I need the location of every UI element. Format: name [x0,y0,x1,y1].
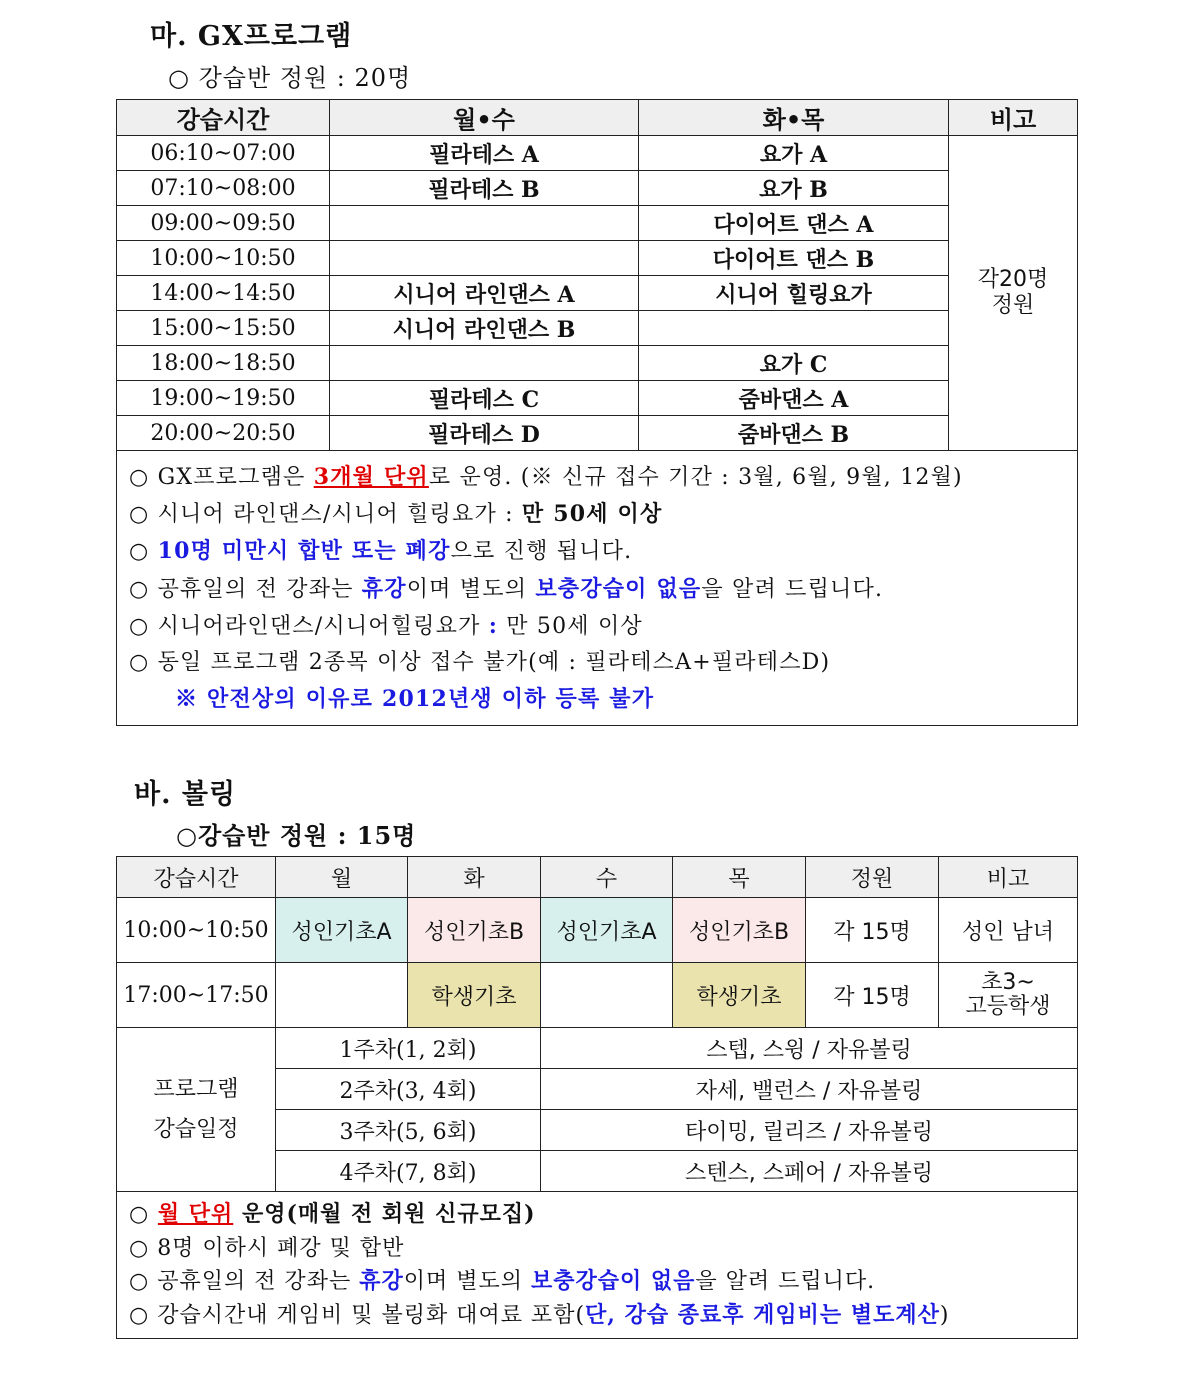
bowling-header-time: 강습시간 [117,857,276,898]
table-row [117,136,1078,171]
table-row [117,171,1078,206]
bowling-remark-line2: 고등학생 [965,994,1051,1019]
table-row [117,276,1078,311]
note-bullet: ○ [129,539,158,565]
gx-note-3 [129,533,1077,570]
note-highlight-blue: 보충강습이 없음 [535,575,702,602]
bowling-note-4 [129,1299,1077,1333]
note-text: 로 운영. (※ 신규 접수 기간 : 3월, 6월, 9월, 12월) [428,465,963,490]
gx-schedule-table [116,99,1078,726]
table-row [117,206,1078,241]
bowling-note-2: ○ 8명 이하시 폐강 및 합반 [129,1235,405,1261]
bowling-header-row [117,857,1078,898]
table-row [117,1028,1078,1069]
note-text: ○ 시니어라인댄스/시니어힐링요가 [129,613,489,639]
bowling-week-cell: 4주차(7, 8회) [276,1151,541,1192]
note-text: 운영(매월 전 회원 신규모집) [233,1201,536,1227]
bowling-capacity: ○강습반 정원 : 15명 [176,821,417,850]
gx-time-cell: 06:10~07:00 [117,136,330,171]
bowling-content-cell: 스텝, 스윙 / 자유볼링 [541,1028,1078,1069]
bowling-note-1 [129,1198,1077,1232]
note-bullet: ○ [129,1201,158,1227]
gx-time-cell: 20:00~20:50 [117,416,330,451]
note-highlight-red: 월 단위 [157,1201,234,1227]
note-text: 을 알려 드립니다. [701,576,884,602]
gx-remark-line1: 각20명 [977,267,1049,292]
note-text: ○ 공휴일의 전 강좌는 [129,576,362,602]
gx-note-4 [129,571,1077,608]
bowling-header-thu: 목 [673,857,806,898]
bowling-content-cell: 타이밍, 릴리즈 / 자유볼링 [541,1110,1078,1151]
bowling-class-cell: 성인기초A [276,898,408,963]
gx-time-cell: 07:10~08:00 [117,171,330,206]
bowling-notes [117,1192,1078,1339]
gx-header-row [117,100,1078,136]
note-highlight-bold: 만 50세 이상 [521,501,663,528]
note-highlight-blue: 휴강 [359,1268,404,1294]
bowling-schedule-label-line2: 강습일정 [153,1116,239,1142]
note-text: ○ 공휴일의 전 강좌는 [129,1269,360,1294]
table-row [117,416,1078,451]
bowling-section-heading: 바. 볼링 [134,779,237,810]
gx-tuethu-cell: 다이어트 댄스 A [639,206,949,241]
gx-notes [117,451,1078,726]
bowling-schedule-table [116,856,1078,1339]
bowling-class-cell: 학생기초 [673,963,806,1028]
note-text: ○ GX프로그램은 [129,465,314,490]
gx-capacity: ○ 강습반 정원 : 20명 [168,64,412,92]
note-highlight-blue: 단, 강습 종료후 게임비는 별도계산 [585,1301,940,1328]
note-highlight-red: 3개월 단위 [313,464,429,490]
bowling-remark-cell [939,963,1078,1028]
bowling-capacity-cell: 각 15명 [806,963,939,1028]
table-row [117,346,1078,381]
gx-time-cell: 18:00~18:50 [117,346,330,381]
gx-tuethu-cell: 시니어 힐링요가 [639,276,949,311]
gx-note-5 [129,608,1077,645]
gx-tuethu-cell: 다이어트 댄스 B [639,241,949,276]
table-row [117,963,1078,1028]
note-text: 이며 별도의 [406,576,536,602]
bowling-week-cell: 2주차(3, 4회) [276,1069,541,1110]
gx-monwed-cell: 필라테스 A [330,136,639,171]
bowling-week-cell: 1주차(1, 2회) [276,1028,541,1069]
gx-note-6: ○ 동일 프로그램 2종목 이상 접수 불가(예 : 필라테스A+필라테스D) [129,650,831,676]
gx-tuethu-cell: 요가 C [639,346,949,381]
bowling-class-cell: 성인기초B [673,898,806,963]
note-highlight-blue: 10명 미만시 합반 또는 폐강 [157,538,451,565]
gx-time-cell: 15:00~15:50 [117,311,330,346]
note-text: 이며 별도의 [403,1269,531,1294]
bowling-remark-cell: 성인 남녀 [939,898,1078,963]
bowling-header-tue: 화 [408,857,541,898]
bowling-notes-row [117,1192,1078,1339]
gx-notes-row [117,451,1078,726]
bowling-content-cell: 자세, 밸런스 / 자유볼링 [541,1069,1078,1110]
bowling-time-cell: 10:00~10:50 [117,898,276,963]
bowling-class-cell [276,963,408,1028]
gx-note-7: ※ 안전상의 이유로 2012년생 이하 등록 불가 [175,686,655,713]
gx-monwed-cell [330,206,639,241]
bowling-note-3 [129,1265,1077,1299]
gx-tuethu-cell: 줌바댄스 A [639,381,949,416]
gx-header-remark: 비고 [949,100,1078,136]
bowling-header-mon: 월 [276,857,408,898]
table-row [117,241,1078,276]
bowling-header-remark: 비고 [939,857,1078,898]
gx-time-cell: 10:00~10:50 [117,241,330,276]
note-highlight-blue: 보충강습이 없음 [530,1268,696,1294]
note-highlight-blue: 휴강 [361,575,407,602]
note-text: ) [939,1302,950,1328]
bowling-remark-line1: 초3~ [981,970,1035,995]
bowling-class-cell: 성인기초A [541,898,673,963]
bowling-capacity-cell: 각 15명 [806,898,939,963]
gx-header-monwed: 월•수 [330,100,639,136]
gx-section-heading: 마. GX프로그램 [150,21,353,52]
bowling-header-capacity: 정원 [806,857,939,898]
gx-time-cell: 14:00~14:50 [117,276,330,311]
gx-monwed-cell: 시니어 라인댄스 B [330,311,639,346]
note-text: ○ 강습시간내 게임비 및 볼링화 대여료 포함( [129,1302,586,1328]
note-text: 만 50세 이상 [498,613,643,639]
gx-monwed-cell [330,241,639,276]
gx-remark-line2: 정원 [991,293,1035,318]
gx-monwed-cell: 시니어 라인댄스 A [330,276,639,311]
bowling-schedule-label [117,1028,276,1192]
gx-monwed-cell: 필라테스 D [330,416,639,451]
bowling-class-cell: 학생기초 [408,963,541,1028]
bowling-week-cell: 3주차(5, 6회) [276,1110,541,1151]
gx-header-time: 강습시간 [117,100,330,136]
bowling-content-cell: 스텐스, 스페어 / 자유볼링 [541,1151,1078,1192]
bowling-class-cell: 성인기초B [408,898,541,963]
table-row [117,381,1078,416]
gx-tuethu-cell: 요가 A [639,136,949,171]
note-text: 으로 진행 됩니다. [450,539,633,565]
table-row [117,898,1078,963]
bowling-time-cell: 17:00~17:50 [117,963,276,1028]
bowling-header-wed: 수 [541,857,673,898]
gx-time-cell: 09:00~09:50 [117,206,330,241]
gx-tuethu-cell: 요가 B [639,171,949,206]
gx-tuethu-cell: 줌바댄스 B [639,416,949,451]
bowling-schedule-label-line1: 프로그램 [153,1076,239,1102]
gx-remark-cell [949,136,1078,451]
note-highlight-blue: : [488,612,499,639]
table-row [117,311,1078,346]
bowling-class-cell [541,963,673,1028]
note-text: 을 알려 드립니다. [695,1269,876,1294]
gx-time-cell: 19:00~19:50 [117,381,330,416]
gx-header-tuethu: 화•목 [639,100,949,136]
gx-monwed-cell: 필라테스 C [330,381,639,416]
gx-note-1 [129,459,1077,496]
gx-tuethu-cell [639,311,949,346]
gx-monwed-cell [330,346,639,381]
gx-monwed-cell: 필라테스 B [330,171,639,206]
note-text: ○ 시니어 라인댄스/시니어 힐링요가 : [129,502,522,528]
gx-note-2 [129,496,1077,533]
